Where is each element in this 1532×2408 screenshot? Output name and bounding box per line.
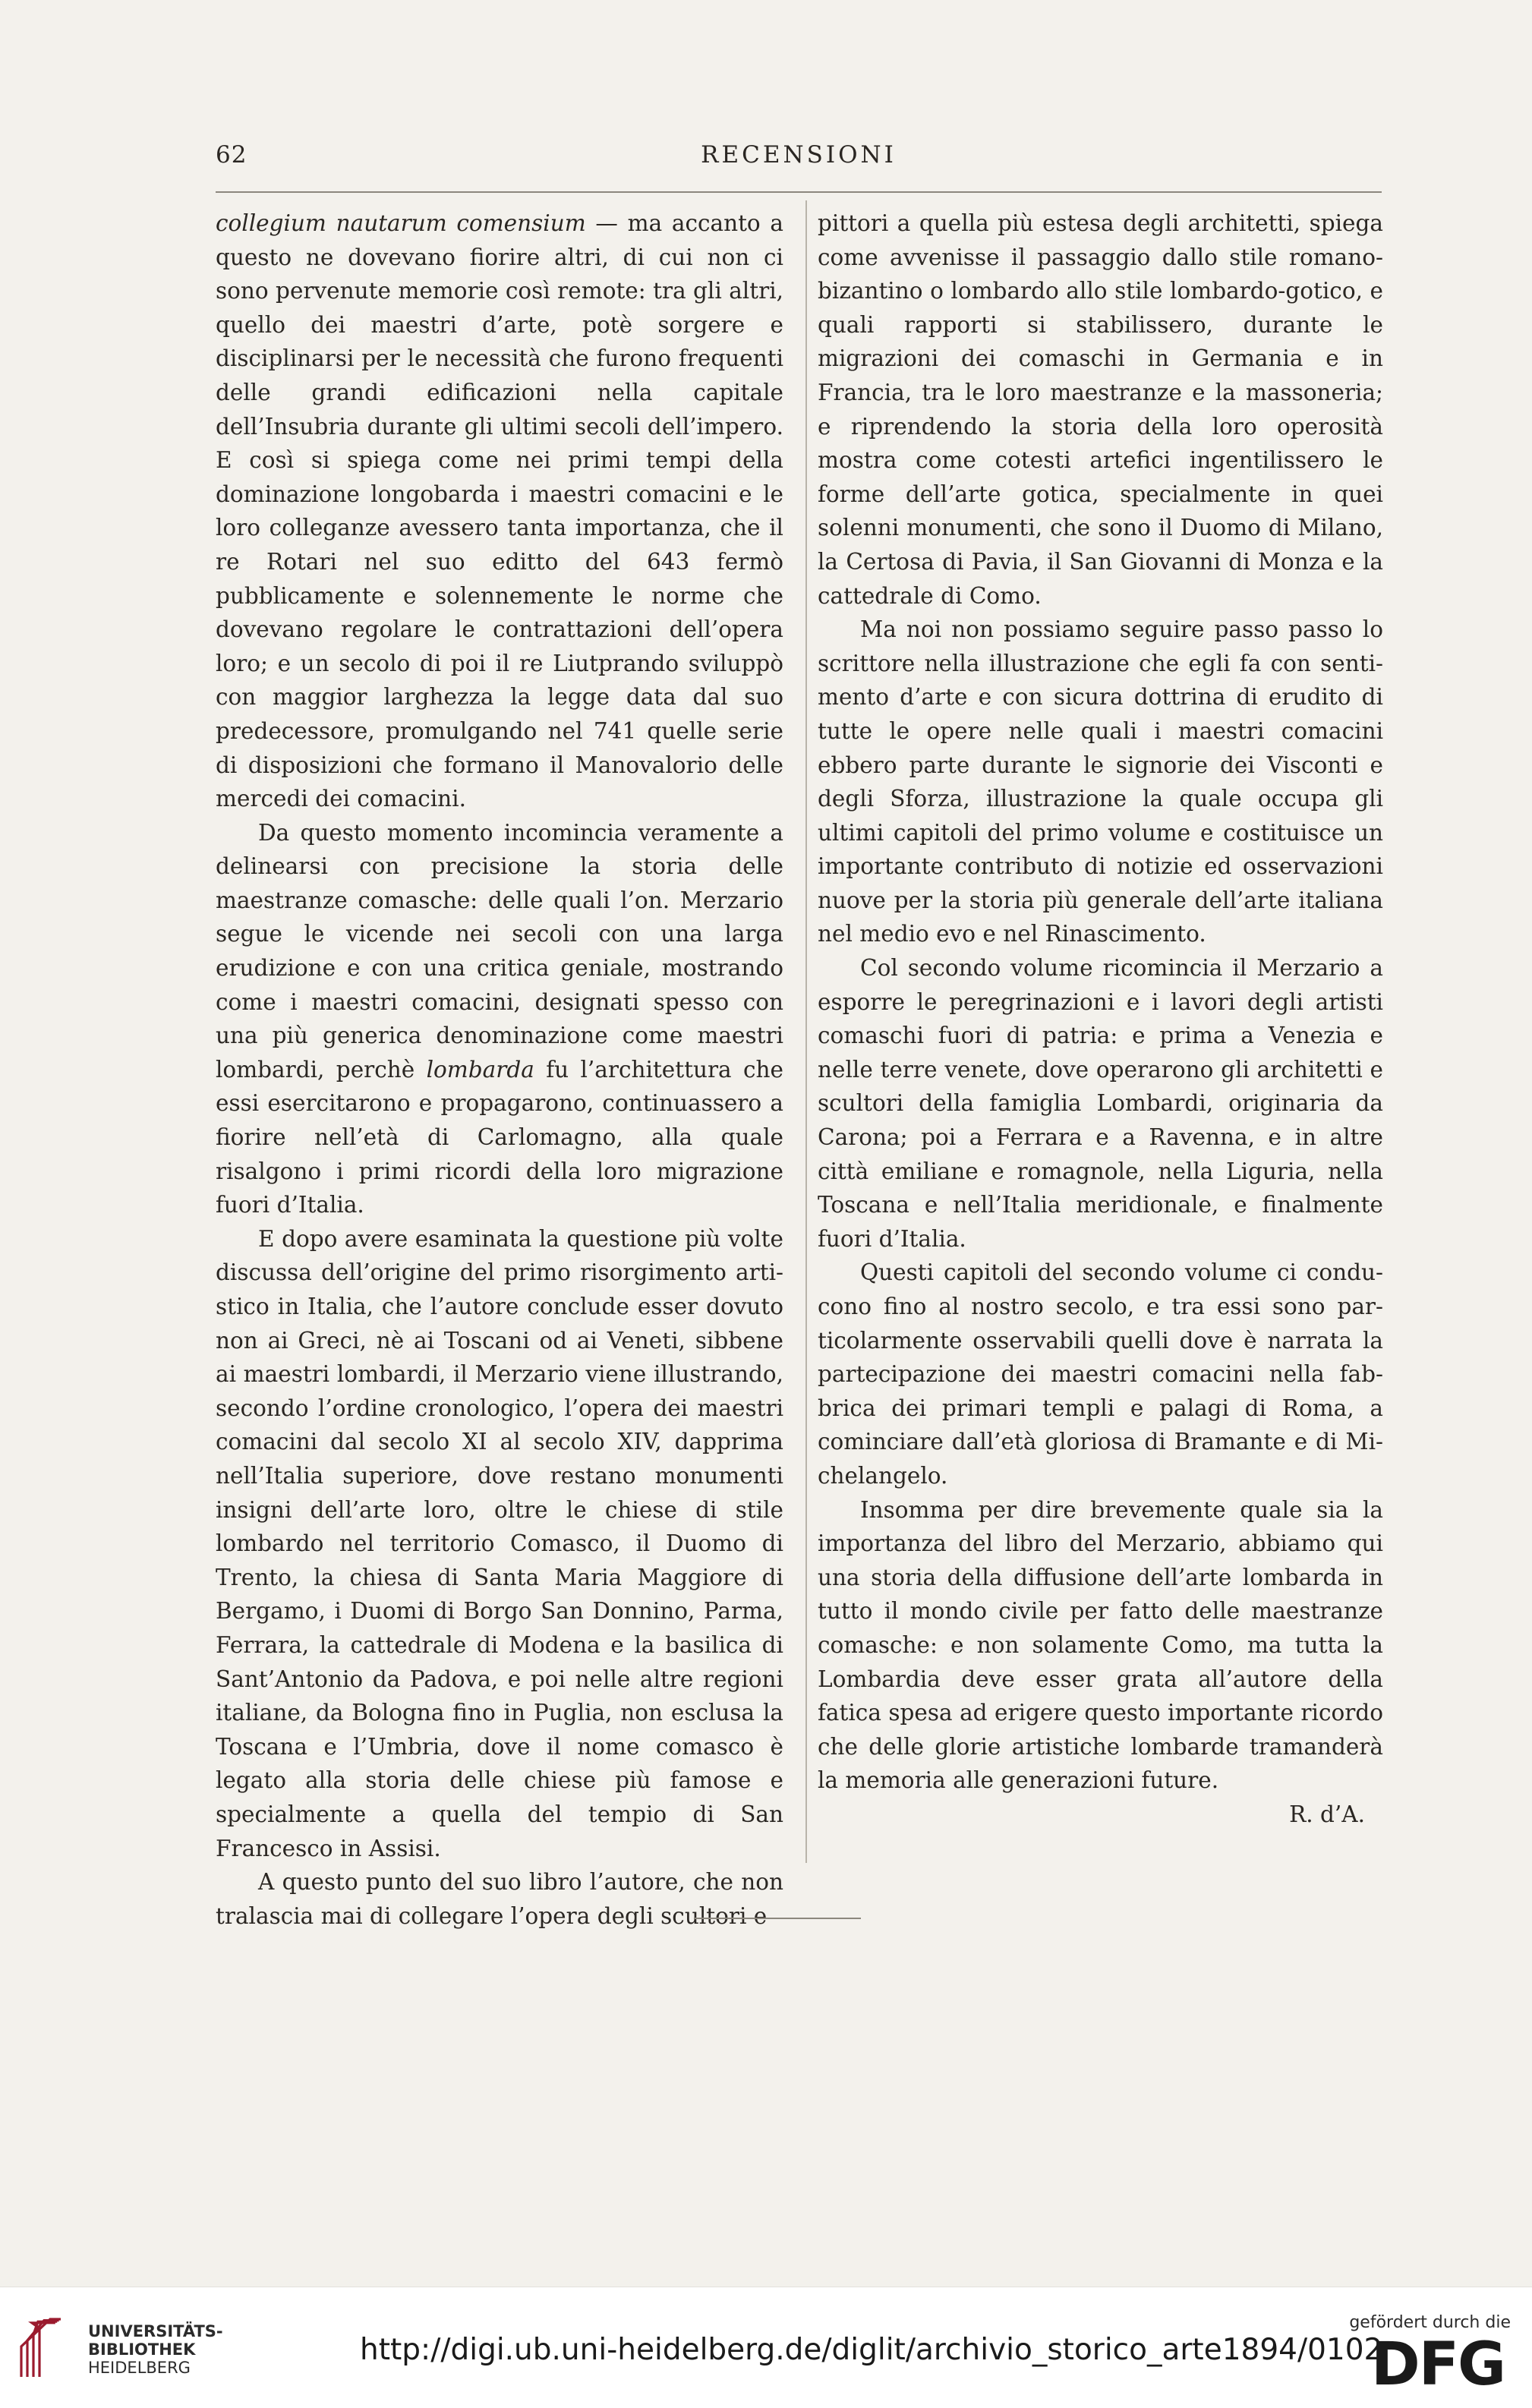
dfg-logo-icon (1365, 2336, 1511, 2391)
paragraph: A questo punto del suo libro l’autore, che non tralascia mai di collegare l’opera degli scultori e (216, 1869, 783, 1929)
italic-word: lombarda (426, 1056, 534, 1083)
library-name: UNIVERSITÄTS- BIBLIOTHEK HEIDELBERG (88, 2322, 223, 2377)
paragraph: Insomma per dire brevemente quale sia la importanza del libro del Merzario, abbiamo qui una storia della diffusione dell’arte lombarda in tutto il mondo civile per fatto delle maestranze comasche: e non solamente Como, ma tutta la Lombardia deve esser grata all’autore della fatica spesa ad erigere questo importante ricordo che delle glorie artistiche lombarde tramanderà la memoria alle generazioni future. (818, 1496, 1383, 1794)
left-column (216, 206, 783, 1933)
running-head: RECENSIONI (701, 141, 897, 169)
paragraph: Col secondo volume ricomincia il Merzario a esporre le peregrinazioni e i lavori degli artisti comaschi fuori di patria: e prima a Venezia e nelle terre venete, dove operarono gli architetti e scultori della famiglia Lombardi, originaria da Carona; poi a Ferrara e a Ravenna, e in altre città emiliane e romagnole, nella Liguria, nella Toscana e nell’Italia meridionale, e finalmente fuori d’Italia. (818, 955, 1383, 1252)
paragraph: Questi capitoli del secondo volume ci conducono fino al nostro secolo, e tra essi sono particolarmente osservabili quelli dove è narrata la partecipazione dei maestri comacini nella fabbrica dei primari templi e palagi di Roma, a cominciare dall’età gloriosa di Bramante e di Michelangelo. (818, 1259, 1383, 1489)
page-header (216, 141, 1382, 173)
permalink-url[interactable]: http://digi.ub.uni-heidelberg.de/diglit/archivio_storico_arte1894/0102 (360, 2333, 1383, 2367)
footer-bar (0, 2287, 1532, 2408)
author-signature: R. d’A. (1289, 1801, 1365, 1827)
italic-latin-phrase: collegium nautarum comensium (216, 210, 586, 236)
university-library-logo-icon (17, 2316, 65, 2380)
paragraph: collegium nautarum comensium — ma accanto a questo ne dovevano fiorire altri, di cui non ci sono pervenute memorie così remote: tra gli altri, quello dei maestri d’arte, potè sorgere e disciplinarsi per le necessità che furono frequenti delle grandi edificazioni nella capitale dell’Insubria durante gli ultimi secoli dell’impero. E così si spiega come nei primi tempi della dominazione longobarda i maestri comacini e le loro colleganze avessero tanta importanza, che il re Rotari nel suo editto del 643 fermò pubblicamente e solennemente le norme che dovevano regolare le contrattazioni dell’opera loro; e un secolo di poi il re Liutprando sviluppò con maggior larghezza la legge data dal suo predecessore, promulgando nel 741 quelle serie di disposizioni che formano il Manovalorio delle mercedi dei comacini. (216, 210, 783, 812)
end-rule (694, 1918, 861, 1919)
funding-note: gefördert durch die (1349, 2313, 1511, 2332)
right-column (818, 206, 1383, 1832)
paragraph: Ma noi non possiamo seguire passo passo lo scrittore nella illustrazione che egli fa con sentimento d’arte e con sicura dottrina di erudito di tutte le opere nelle quali i maestri comacini ebbero parte durante le signorie dei Visconti e degli Sforza, illustrazione la quale occupa gli ultimi capitoli del primo volume e costituisce un importante contributo di notizie ed osservazioni nuove per la storia più generale dell’arte italiana nel medio evo e nel Rinascimento. (818, 616, 1383, 947)
header-rule (216, 191, 1382, 193)
paragraph: Da questo momento incomincia veramente a delinearsi con precisione la storia delle maestranze comasche: delle quali l’on. Merzario segue le vicende nei secoli con una larga erudizione e con una critica geniale, mostrando come i maestri comacini, designati spesso con una più generica denominazione come maestri lombardi, perchè lombarda fu l’architettura che essi esercitarono e propagarono, continuassero a fiorire nell’età di Carlomagno, alla quale risalgono i primi ricordi della loro migrazione fuori d’Italia. (216, 819, 783, 1218)
paragraph: E dopo avere esaminata la questione più volte discussa dell’origine del primo risorgimento artistico in Italia, che l’autore conclude esser dovuto non ai Greci, nè ai Toscani od ai Veneti, sibbene ai maestri lombardi, il Merzario viene illustrando, secondo l’ordine cronologico, l’opera dei maestri comacini dal secolo XI al secolo XIV, dapprima nell’Italia superiore, dove restano monumenti insigni dell’arte loro, oltre le chiese di stile lombardo nel territorio Comasco, il Duomo di Trento, la chiesa di Santa Maria Maggiore di Bergamo, i Duomi di Borgo San Donnino, Parma, Ferrara, la cattedrale di Modena e la basilica di Sant’Antonio da Padova, e poi nelle altre regioni italiane, da Bologna fino in Puglia, non esclusa la Toscana e l’Umbria, dove il nome comasco è legato alla storia delle chiese più famose e specialmente a quella del tempio di San Francesco in Assisi. (216, 1225, 783, 1861)
page-number: 62 (216, 141, 247, 169)
svg-text:DFG: DFG (1370, 2336, 1505, 2391)
paragraph: pittori a quella più estesa degli architetti, spiega come avvenisse il passaggio dallo stile romanobizantino o lombardo allo stile lombardo-gotico, e quali rapporti si stabilissero, durante le migrazioni dei comaschi in Germania e in Francia, tra le loro maestranze e la massoneria; e riprendendo la storia della loro operosità mostra come cotesti artefici ingentilissero le forme dell’arte gotica, specialmente in quei solenni monumenti, che sono il Duomo di Milano, la Certosa di Pavia, il San Giovanni di Monza e la cattedrale di Como. (818, 210, 1383, 609)
column-divider (805, 200, 807, 1863)
